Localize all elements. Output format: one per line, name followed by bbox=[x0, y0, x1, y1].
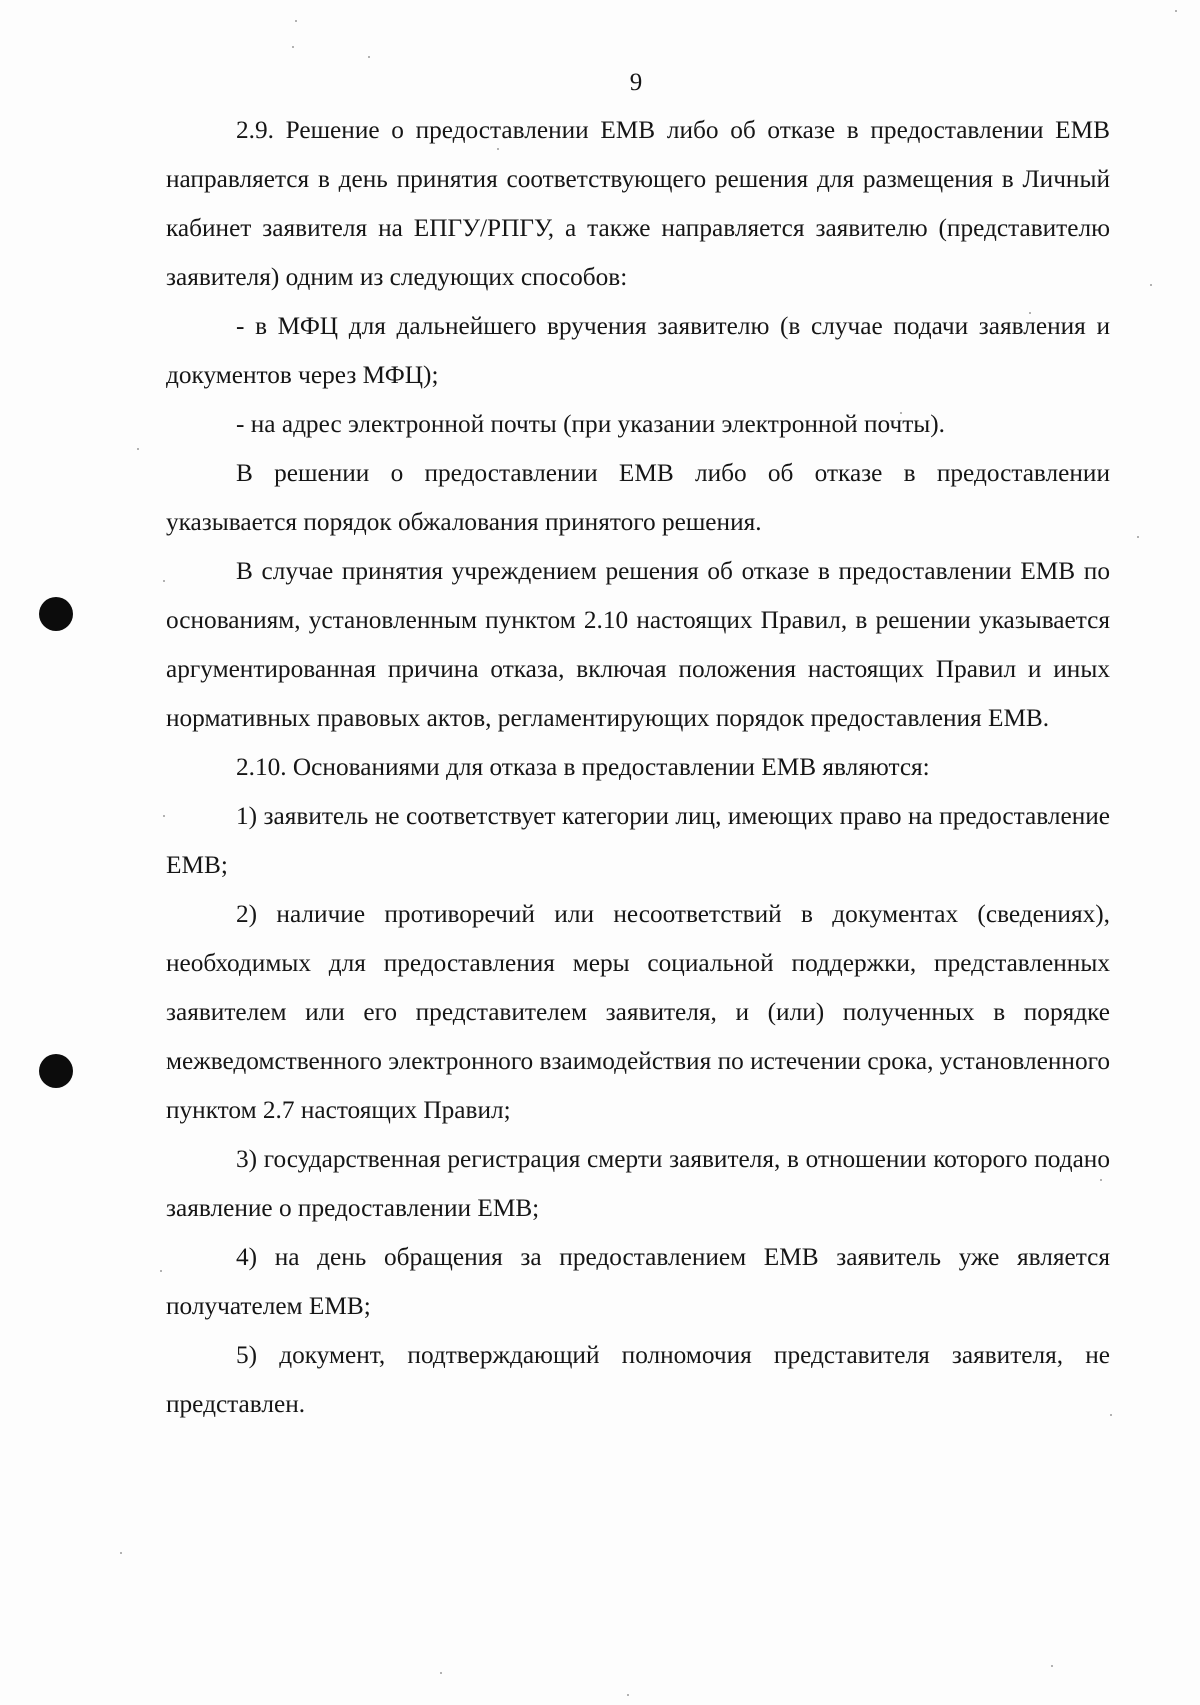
scan-speck bbox=[292, 46, 294, 48]
page-number: 9 bbox=[629, 69, 643, 96]
punch-hole-top bbox=[39, 597, 73, 631]
scan-speck bbox=[163, 580, 165, 582]
scan-speck bbox=[1175, 10, 1177, 12]
list-item-2: 2) наличие противоречий или несоответствий в документах (сведениях), необходимых для предоставления меры социальной поддержки, представленных заявителем или его представителем заявителя, и (или) полученных в порядке межведомственного электронного взаимодействия по истечении срока, установленного пунктом 2.7 настоящих Правил; bbox=[166, 900, 1110, 1124]
scan-speck bbox=[163, 815, 165, 817]
scan-speck bbox=[627, 1694, 629, 1696]
paragraph-mfc-delivery: - в МФЦ для дальнейшего вручения заявителю (в случае подачи заявления и документов через МФЦ); bbox=[166, 312, 1110, 389]
paragraph-appeal-order: В решении о предоставлении ЕМВ либо об отказе в предоставлении указывается порядок обжалования принятого решения. bbox=[166, 459, 1110, 536]
list-item-4: 4) на день обращения за предоставлением ЕМВ заявитель уже является получателем ЕМВ; bbox=[166, 1243, 1110, 1320]
scan-speck bbox=[1110, 1414, 1112, 1416]
scan-speck bbox=[295, 20, 297, 22]
list-item-3: 3) государственная регистрация смерти заявителя, в отношении которого подано заявление о предоставлении ЕМВ; bbox=[166, 1145, 1110, 1222]
scan-speck bbox=[160, 1270, 162, 1272]
scan-speck bbox=[1150, 284, 1152, 286]
paragraph-2-9: 2.9. Решение о предоставлении ЕМВ либо об отказе в предоставлении ЕМВ направляется в день принятия соответствующего решения для размещения в Личный кабинет заявителя на ЕПГУ/РПГУ, а также направляется заявителю (представителю заявителя) одним из следующих способов: bbox=[166, 116, 1110, 291]
scan-speck bbox=[137, 448, 139, 450]
document-body bbox=[166, 106, 1110, 1429]
paragraph-email-delivery: - на адрес электронной почты (при указании электронной почты). bbox=[236, 410, 946, 438]
list-item-5: 5) документ, подтверждающий полномочия представителя заявителя, не представлен. bbox=[166, 1341, 1110, 1418]
scan-speck bbox=[1137, 536, 1139, 538]
scan-speck bbox=[368, 56, 370, 58]
scan-speck bbox=[1051, 1665, 1053, 1667]
scan-speck bbox=[440, 1672, 442, 1674]
paragraph-2-10: 2.10. Основаниями для отказа в предоставлении ЕМВ являются: bbox=[236, 753, 930, 781]
list-item-1: 1) заявитель не соответствует категории лиц, имеющих право на предоставление ЕМВ; bbox=[166, 802, 1110, 879]
scan-speck bbox=[120, 1552, 122, 1554]
paragraph-refusal-reasoning: В случае принятия учреждением решения об отказе в предоставлении ЕМВ по основаниям, установленным пунктом 2.10 настоящих Правил, в решении указывается аргументированная причина отказа, включая положения настоящих Правил и иных нормативных правовых актов, регламентирующих порядок предоставления ЕМВ. bbox=[166, 557, 1110, 732]
punch-hole-bottom bbox=[39, 1054, 73, 1088]
